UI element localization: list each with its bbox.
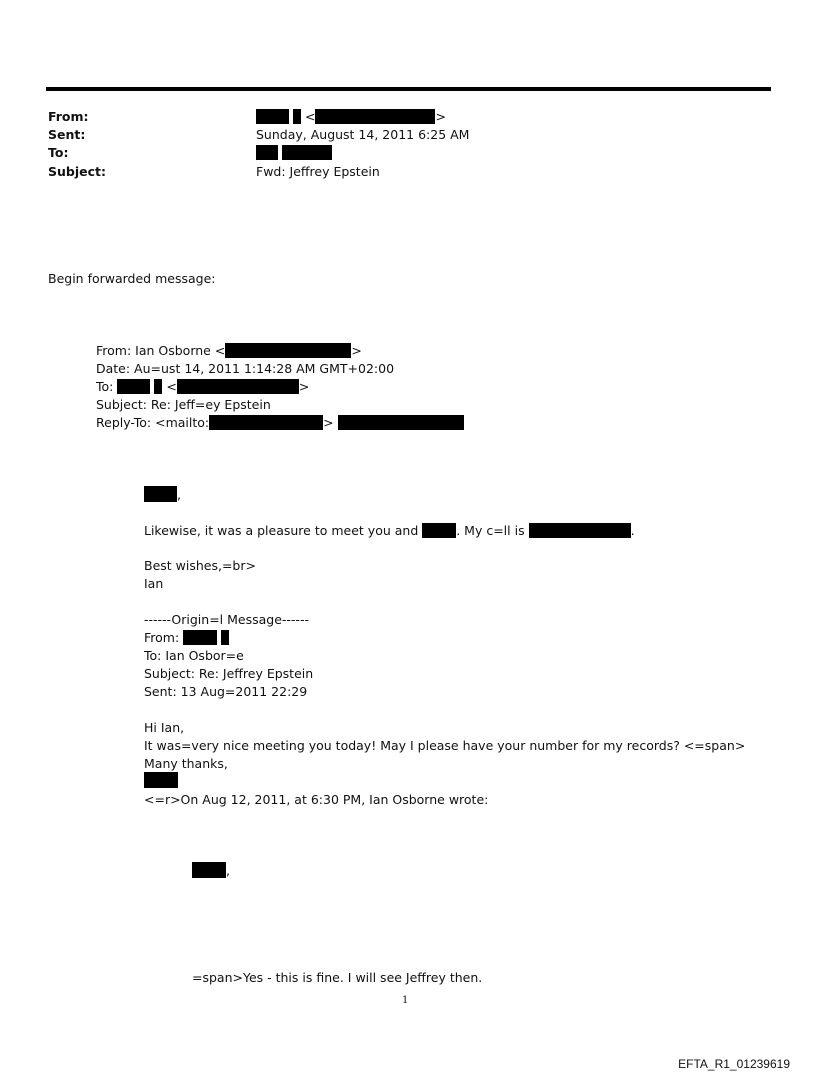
quoted-salutation: , bbox=[192, 862, 230, 879]
orig-thanks: Many thanks, bbox=[144, 756, 228, 771]
orig-from-line: From: bbox=[144, 629, 229, 646]
orig-to-line: To: Ian Osbor=e bbox=[144, 648, 244, 663]
fwd-replyto-line: Reply-To: <mailto: > bbox=[96, 414, 464, 431]
sent-label: Sent: bbox=[48, 127, 86, 142]
fwd-date-line: Date: Au=ust 14, 2011 1:14:28 AM GMT+02:00 bbox=[96, 361, 395, 376]
orig-subject-line: Subject: Re: Jeffrey Epstein bbox=[144, 666, 314, 681]
redaction-box bbox=[338, 415, 464, 430]
fwd-subject-line: Subject: Re: Jeff=ey Epstein bbox=[96, 397, 271, 412]
document-id: EFTA_R1_01239619 bbox=[678, 1057, 790, 1071]
redaction-box bbox=[144, 772, 178, 788]
from-label: From: bbox=[48, 109, 89, 124]
reply-line: Likewise, it was a pleasure to meet you and . My c=ll is . bbox=[144, 523, 635, 538]
redaction-box bbox=[282, 145, 332, 160]
subject-value: Fwd: Jeffrey Epstein bbox=[256, 164, 380, 179]
sent-value: Sunday, August 14, 2011 6:25 AM bbox=[256, 127, 470, 142]
orig-greeting: Hi Ian, bbox=[144, 720, 185, 735]
redaction-box bbox=[422, 523, 456, 538]
redaction-box bbox=[315, 109, 435, 124]
redaction-box bbox=[144, 486, 177, 502]
signature: Ian bbox=[144, 576, 164, 591]
orig-header: ------Origin=l Message------ bbox=[144, 612, 309, 627]
orig-sent-line: Sent: 13 Aug=2011 22:29 bbox=[144, 684, 308, 699]
salutation: , bbox=[144, 486, 181, 503]
redaction-box bbox=[529, 523, 631, 538]
redaction-box bbox=[221, 630, 229, 645]
redaction-box bbox=[183, 630, 217, 645]
subject-label: Subject: bbox=[48, 164, 106, 179]
orig-body: It was=very nice meeting you today! May I please have your number for my records? <=span> bbox=[144, 738, 746, 753]
to-value bbox=[256, 144, 332, 161]
from-value: < > bbox=[256, 108, 446, 125]
intro-text: Begin forwarded message: bbox=[48, 271, 216, 286]
header-rule bbox=[46, 87, 771, 91]
best-wishes: Best wishes,=br> bbox=[144, 558, 256, 573]
redaction-box bbox=[192, 862, 226, 878]
orig-wrote-line: <=r>On Aug 12, 2011, at 6:30 PM, Ian Osborne wrote: bbox=[144, 792, 489, 807]
redaction-box bbox=[117, 379, 150, 394]
fwd-from-line: From: Ian Osborne < > bbox=[96, 343, 362, 358]
page-number: 1 bbox=[402, 995, 409, 1006]
to-label: To: bbox=[48, 145, 69, 160]
redaction-box bbox=[209, 415, 323, 430]
redaction-box bbox=[177, 379, 299, 394]
redaction-box bbox=[154, 379, 162, 394]
redaction-box bbox=[225, 343, 351, 358]
redaction-box bbox=[256, 109, 289, 124]
fwd-to-line: To: < > bbox=[96, 379, 310, 394]
quoted-body: =span>Yes - this is fine. I will see Jeffrey then. bbox=[192, 970, 483, 985]
redaction-box bbox=[256, 145, 278, 160]
redaction-box bbox=[293, 109, 301, 124]
